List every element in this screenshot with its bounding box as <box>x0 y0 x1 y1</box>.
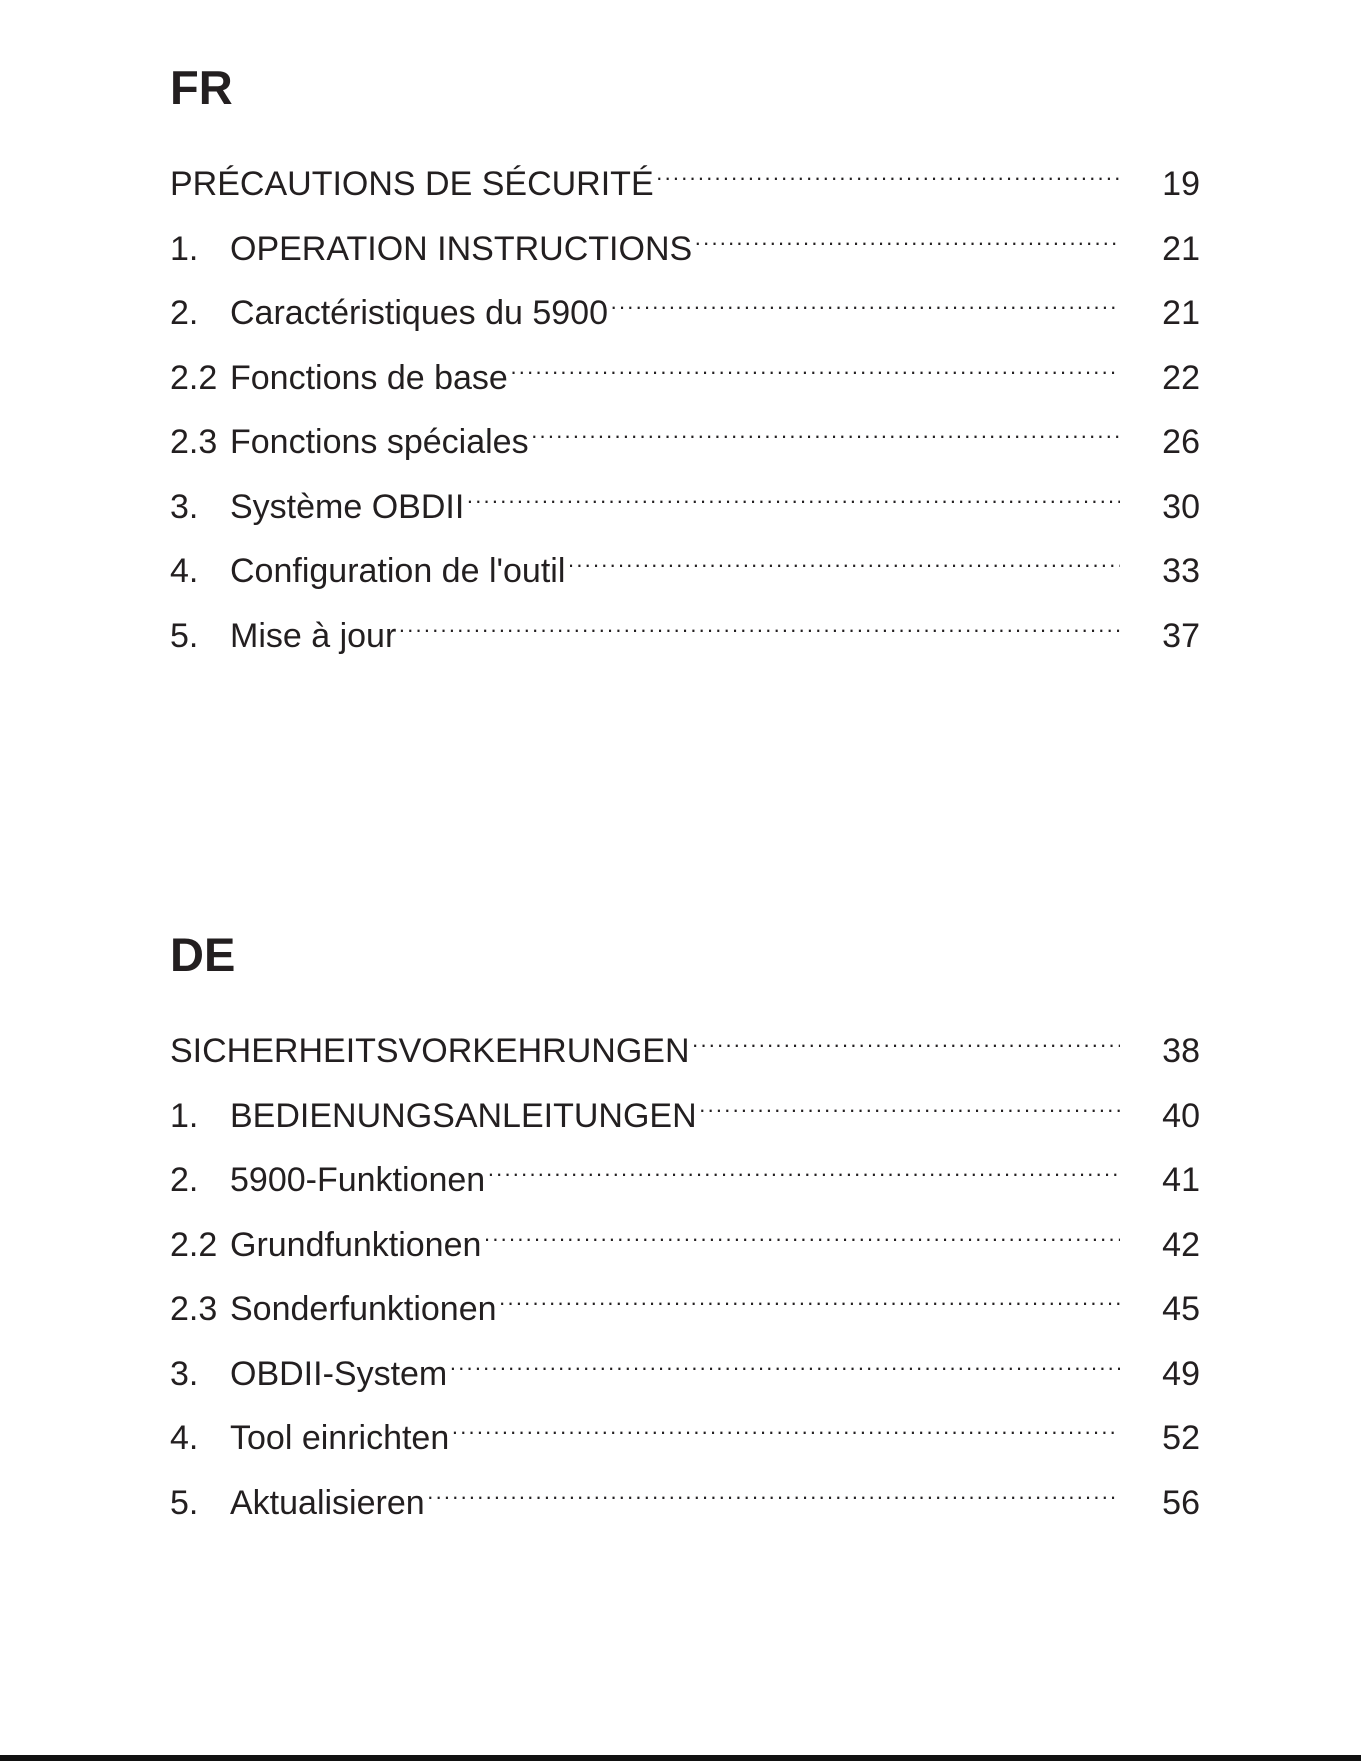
toc-entry-number: 3. <box>170 1354 199 1393</box>
toc-entry-label: 5900-Funktionen <box>230 1161 486 1199</box>
toc-entry[interactable] <box>170 1032 1200 1097</box>
dot-leader <box>656 165 1120 191</box>
dot-leader <box>499 1290 1120 1316</box>
toc-entry[interactable] <box>170 423 1200 488</box>
dot-leader <box>699 1097 1120 1123</box>
dot-leader <box>398 617 1120 643</box>
toc-entry[interactable] <box>170 1097 1200 1162</box>
fr-table-of-contents <box>170 165 1200 681</box>
dot-leader <box>567 552 1120 578</box>
toc-entry-number: 2.3 <box>170 1290 218 1328</box>
toc-entry[interactable] <box>170 1290 1200 1355</box>
dot-leader <box>487 1161 1120 1187</box>
dot-leader <box>427 1484 1120 1510</box>
toc-entry[interactable] <box>170 294 1200 359</box>
toc-entry-label: BEDIENUNGSANLEITUNGEN <box>230 1096 697 1135</box>
toc-entry-label: Fonctions spéciales <box>230 423 529 461</box>
toc-entry-label: Caractéristiques du 5900 <box>230 294 609 332</box>
toc-entry-number: 4. <box>170 552 199 590</box>
toc-entry-page: 41 <box>1162 1161 1200 1199</box>
page-bottom-border <box>0 1755 1361 1761</box>
toc-entry-number: 2. <box>170 294 199 332</box>
toc-entry-label: Fonctions de base <box>230 358 508 397</box>
toc-entry-number: 5. <box>170 616 199 655</box>
toc-entry-label: Mise à jour <box>230 616 397 655</box>
toc-entry-page: 52 <box>1162 1419 1200 1457</box>
dot-leader <box>449 1355 1120 1381</box>
toc-entry-number: 4. <box>170 1419 199 1457</box>
toc-entry-page: 42 <box>1162 1225 1200 1264</box>
toc-entry-page: 37 <box>1162 616 1200 655</box>
toc-entry-number: 3. <box>170 487 199 526</box>
toc-entry[interactable] <box>170 1161 1200 1226</box>
toc-entry-number: 5. <box>170 1483 199 1522</box>
dot-leader <box>451 1419 1120 1445</box>
de-section-heading: DE <box>170 928 236 981</box>
toc-entry-number: 2.2 <box>170 358 218 397</box>
toc-entry-number: 2. <box>170 1161 199 1199</box>
toc-entry-label: Grundfunktionen <box>230 1225 482 1264</box>
toc-entry-number: 2.2 <box>170 1225 218 1264</box>
dot-leader <box>483 1226 1120 1252</box>
toc-entry[interactable] <box>170 165 1200 230</box>
toc-entry[interactable] <box>170 1226 1200 1291</box>
toc-entry-label: Tool einrichten <box>230 1419 450 1457</box>
toc-entry[interactable] <box>170 1484 1200 1549</box>
toc-entry-page: 21 <box>1162 294 1200 332</box>
toc-entry-page: 21 <box>1162 229 1200 268</box>
toc-entry-page: 22 <box>1162 358 1200 397</box>
dot-leader <box>466 488 1120 514</box>
toc-entry-number: 2.3 <box>170 423 218 461</box>
toc-entry[interactable] <box>170 230 1200 295</box>
toc-entry[interactable] <box>170 1419 1200 1484</box>
toc-entry-page: 33 <box>1162 552 1200 590</box>
dot-leader <box>692 1032 1120 1058</box>
toc-entry-label: Aktualisieren <box>230 1483 425 1522</box>
toc-entry-page: 26 <box>1162 423 1200 461</box>
toc-entry[interactable] <box>170 617 1200 682</box>
toc-entry-page: 38 <box>1162 1032 1200 1070</box>
toc-entry-page: 40 <box>1162 1096 1200 1135</box>
fr-section-heading: FR <box>170 61 233 114</box>
toc-entry-page: 30 <box>1162 487 1200 526</box>
toc-entry-label: PRÉCAUTIONS DE SÉCURITÉ <box>170 165 654 203</box>
dot-leader <box>510 359 1120 385</box>
dot-leader <box>610 294 1120 320</box>
dot-leader <box>694 230 1120 256</box>
toc-entry-page: 49 <box>1162 1354 1200 1393</box>
toc-entry[interactable] <box>170 359 1200 424</box>
toc-entry-label: Système OBDII <box>230 487 465 526</box>
de-table-of-contents <box>170 1032 1200 1548</box>
toc-entry[interactable] <box>170 552 1200 617</box>
toc-entry-label: OPERATION INSTRUCTIONS <box>230 229 693 268</box>
toc-entry-number: 1. <box>170 1096 199 1135</box>
toc-entry[interactable] <box>170 1355 1200 1420</box>
toc-entry-number: 1. <box>170 229 199 268</box>
toc-entry-label: OBDII-System <box>230 1354 448 1393</box>
toc-entry-label: SICHERHEITSVORKEHRUNGEN <box>170 1032 690 1070</box>
toc-entry[interactable] <box>170 488 1200 553</box>
toc-entry-page: 19 <box>1162 165 1200 203</box>
toc-entry-page: 45 <box>1162 1290 1200 1328</box>
dot-leader <box>531 423 1120 449</box>
toc-entry-label: Configuration de l'outil <box>230 552 566 590</box>
toc-entry-label: Sonderfunktionen <box>230 1290 497 1328</box>
toc-entry-page: 56 <box>1162 1483 1200 1522</box>
